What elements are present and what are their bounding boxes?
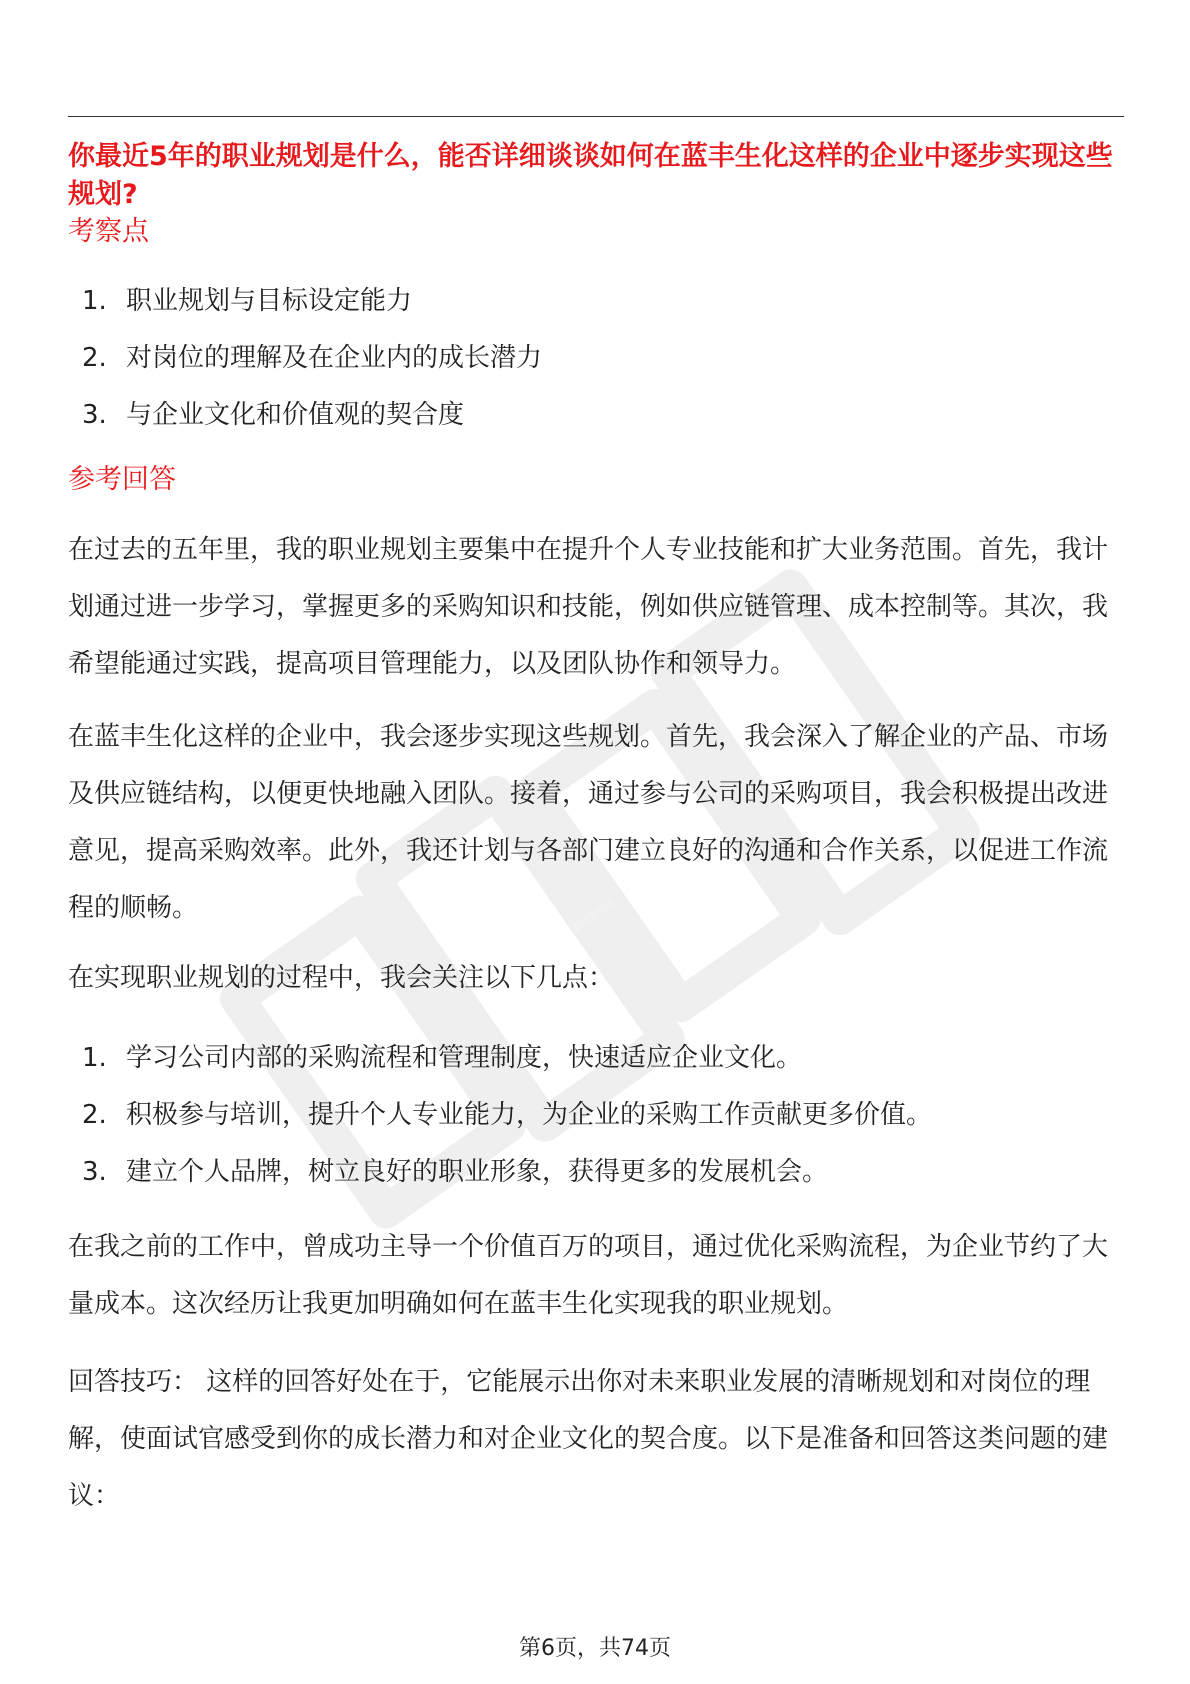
exam-points-list — [82, 273, 542, 444]
list-item-number: 1. — [82, 1043, 107, 1073]
page-number-footer: 第6页，共74页 — [519, 1636, 671, 1661]
list-item-number: 1. — [82, 286, 107, 316]
list-item-text: 职业规划与目标设定能力 — [126, 286, 413, 316]
list-item-number: 3. — [82, 1157, 107, 1187]
exam-points-heading: 考察点 — [68, 216, 149, 247]
list-item-number: 2. — [82, 343, 107, 373]
list-item-text: 建立个人品牌，树立良好的职业形象，获得更多的发展机会。 — [126, 1157, 829, 1187]
answer-heading: 参考回答 — [68, 464, 176, 495]
list-item — [82, 1144, 932, 1201]
list-item-text: 对岗位的理解及在企业内的成长潜力 — [126, 343, 543, 373]
list-item-text: 与企业文化和价值观的契合度 — [126, 400, 465, 430]
list-item — [82, 1030, 932, 1087]
list-item — [82, 387, 542, 444]
watermark-text: 职场资料库 — [570, 897, 618, 935]
list-item-number: 2. — [82, 1100, 107, 1130]
answer-paragraph-3: 在实现职业规划的过程中，我会关注以下几点： — [68, 963, 615, 993]
header-divider — [68, 116, 1124, 117]
list-item — [82, 1087, 932, 1144]
list-item-text: 积极参与培训，提升个人专业能力，为企业的采购工作贡献更多价值。 — [126, 1100, 933, 1130]
answer-tips-paragraph: 回答技巧： 这样的回答好处在于，它能展示出你对未来职业发展的清晰规划和对岗位的理解，使面试官感受到你的成长潜力和对企业文化的契合度。以下是准备和回答这类问题的建议： — [68, 1367, 1109, 1511]
list-item-number: 3. — [82, 400, 107, 430]
answer-paragraph-1: 在过去的五年里，我的职业规划主要集中在提升个人专业技能和扩大业务范围。首先，我计划通过进一步学习，掌握更多的采购知识和技能，例如供应链管理、成本控制等。其次，我希望能通过实践，提高项目管理能力，以及团队协作和领导力。 — [68, 535, 1109, 679]
list-item — [82, 330, 542, 387]
list-item — [82, 273, 542, 330]
focus-points-list — [82, 1030, 932, 1201]
answer-paragraph-2: 在蓝丰生化这样的企业中，我会逐步实现这些规划。首先，我会深入了解企业的产品、市场及供应链结构，以便更快地融入团队。接着，通过参与公司的采购项目，我会积极提出改进意见，提高采购效率。此外，我还计划与各部门建立良好的沟通和合作关系，以促进工作流程的顺畅。 — [68, 722, 1109, 923]
answer-paragraph-4: 在我之前的工作中，曾成功主导一个价值百万的项目，通过优化采购流程，为企业节约了大量成本。这次经历让我更加明确如何在蓝丰生化实现我的职业规划。 — [68, 1232, 1109, 1319]
list-item-text: 学习公司内部的采购流程和管理制度，快速适应企业文化。 — [126, 1043, 803, 1073]
question-title: 你最近5年的职业规划是什么，能否详细谈谈如何在蓝丰生化这样的企业中逐步实现这些规划? — [68, 141, 1113, 210]
